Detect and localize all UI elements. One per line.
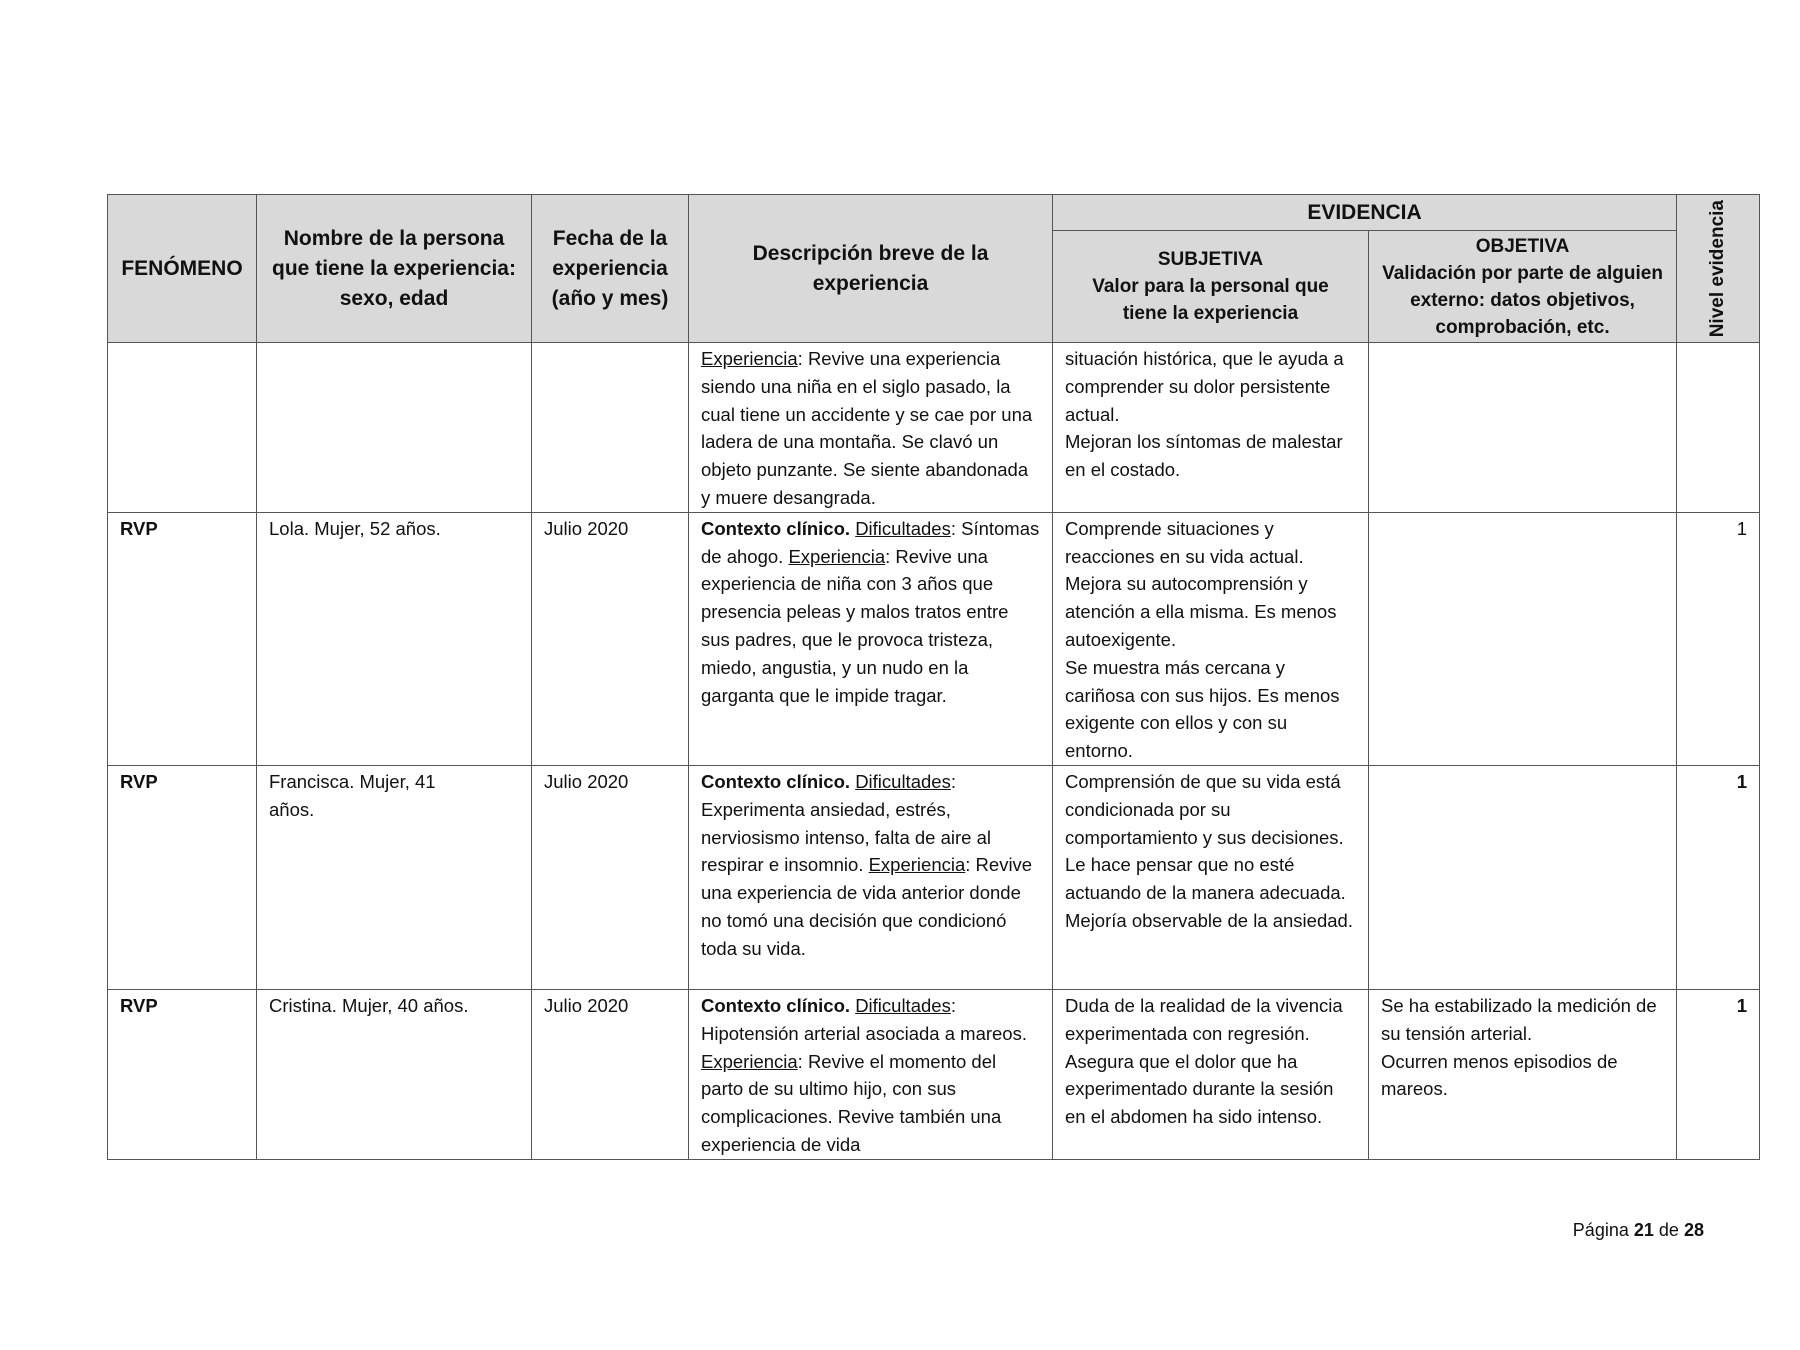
dificultades-text: : Experimenta ansiedad, estrés, nerviosismo intenso, falta de aire al respirar e insomnio.	[701, 770, 991, 876]
subjetiva-line: Se muestra más cercana y cariñosa con sus hijos. Es menos exigente con ellos y con su entorno.	[1065, 656, 1340, 762]
subjetiva-line: Mejoría observable de la ansiedad.	[1065, 909, 1353, 931]
cell-descripcion	[689, 989, 1053, 1159]
cell-fecha: Julio 2020	[532, 512, 689, 765]
subjetiva-line: Mejoran los síntomas de malestar en el costado.	[1065, 431, 1343, 481]
subjetiva-line: Duda de la realidad de la vivencia experimentada con regresión. Asegura que el dolor que ha experimentado durante la sesión en el abdomen ha sido intenso.	[1065, 994, 1343, 1128]
page-of-label: de	[1658, 1220, 1679, 1240]
page-label: Página	[1572, 1220, 1629, 1240]
cell-fenomeno: RVP	[108, 989, 257, 1159]
cell-descripcion	[689, 512, 1053, 765]
cell-subjetiva	[1053, 765, 1369, 989]
experiencia-text: : Revive una experiencia siendo una niña en el siglo pasado, la cual tiene un accidente y se cae por una ladera de una montaña. Se clavó un objeto punzante. Se siente abandonada y muere desangrada.	[701, 348, 1033, 508]
table-row	[108, 343, 1760, 513]
table-row	[108, 512, 1760, 765]
header-evidencia: EVIDENCIA	[1053, 195, 1677, 231]
header-descripcion: Descripción breve de la experiencia	[689, 195, 1053, 343]
cell-nombre: Lola. Mujer, 52 años.	[257, 512, 532, 765]
cell-fecha: Julio 2020	[532, 989, 689, 1159]
header-objetiva-title: OBJETIVA	[1475, 235, 1570, 257]
header-fecha: Fecha de la experiencia (año y mes)	[532, 195, 689, 343]
objetiva-line: Ocurren menos episodios de mareos.	[1381, 1050, 1618, 1100]
cell-fenomeno: RVP	[108, 765, 257, 989]
cell-fenomeno: RVP	[108, 512, 257, 765]
cell-nombre: Francisca. Mujer, 41 años.	[257, 765, 532, 989]
contexto-label: Contexto clínico.	[701, 517, 851, 539]
subjetiva-line: situación histórica, que le ayuda a comprender su dolor persistente actual.	[1065, 348, 1344, 425]
experiencia-label: Experiencia	[868, 854, 966, 876]
cell-nivel: 1	[1677, 512, 1760, 765]
table-row	[108, 989, 1760, 1159]
dificultades-label: Dificultades	[855, 517, 951, 539]
cell-descripcion	[689, 343, 1053, 513]
experiencia-label: Experiencia	[788, 545, 886, 567]
cell-nombre: Cristina. Mujer, 40 años.	[257, 989, 532, 1159]
page-footer	[1400, 1220, 1704, 1241]
experiencia-label: Experiencia	[701, 348, 798, 369]
cell-descripcion	[689, 765, 1053, 989]
page-number: 21	[1633, 1220, 1654, 1240]
cell-fecha	[532, 343, 689, 513]
cell-fecha: Julio 2020	[532, 765, 689, 989]
experiencia-text: : Revive el momento del parto de su ultimo hijo, con sus complicaciones. Revive también una experiencia de vida	[701, 1050, 1002, 1155]
contexto-label: Contexto clínico.	[701, 770, 851, 792]
cell-subjetiva	[1053, 989, 1369, 1159]
dificultades-label: Dificultades	[855, 770, 951, 792]
header-objetiva-desc: Validación por parte de alguien externo: datos objetivos, comprobación, etc.	[1382, 262, 1663, 338]
cell-objetiva	[1369, 343, 1677, 513]
dificultades-text: : Hipotensión arterial asociada a mareos.	[701, 994, 1027, 1044]
header-nivel	[1677, 195, 1760, 343]
cell-fenomeno	[108, 343, 257, 513]
cell-objetiva	[1369, 765, 1677, 989]
subjetiva-line: Mejora su autocomprensión y atención a ella misma. Es menos autoexigente.	[1065, 573, 1337, 650]
cell-subjetiva	[1053, 343, 1369, 513]
header-subjetiva-title: SUBJETIVA	[1157, 249, 1264, 270]
header-objetiva	[1369, 231, 1677, 343]
table-row	[108, 765, 1760, 989]
cell-nivel: 1	[1677, 765, 1760, 989]
cell-objetiva	[1369, 989, 1677, 1159]
cell-subjetiva	[1053, 512, 1369, 765]
evidence-table	[107, 194, 1760, 1160]
subjetiva-line: Comprensión de que su vida está condicionada por su comportamiento y sus decisiones. Le hace pensar que no esté actuando de la manera adecuada.	[1065, 770, 1346, 904]
header-nombre: Nombre de la persona que tiene la experiencia: sexo, edad	[257, 195, 532, 343]
cell-nivel: 1	[1677, 989, 1760, 1159]
header-nivel-label: Nivel evidencia	[1707, 199, 1729, 338]
experiencia-text: : Revive una experiencia de vida anterior donde no tomó una decisión que condicionó toda su vida.	[701, 854, 1033, 959]
header-fenomeno: FENÓMENO	[108, 195, 257, 343]
objetiva-line: Se ha estabilizado la medición de su tensión arterial.	[1381, 994, 1657, 1044]
dificultades-label: Dificultades	[855, 994, 951, 1016]
subjetiva-line: Comprende situaciones y reacciones en su vida actual.	[1065, 517, 1304, 567]
header-subjetiva-desc: Valor para la personal que tiene la experiencia	[1092, 276, 1329, 324]
cell-objetiva	[1369, 512, 1677, 765]
contexto-label: Contexto clínico.	[701, 994, 851, 1016]
cell-nombre	[257, 343, 532, 513]
experiencia-label: Experiencia	[701, 1050, 798, 1072]
dificultades-text: : Síntomas de ahogo.	[701, 517, 1040, 567]
experiencia-text: : Revive una experiencia de niña con 3 años que presencia peleas y malos tratos entre sus padres, que le provoca tristeza, miedo, angustia, y un nudo en la garganta que le impide tragar.	[701, 545, 1009, 706]
header-subjetiva	[1053, 231, 1369, 343]
page-total: 28	[1683, 1220, 1704, 1240]
cell-nivel	[1677, 343, 1760, 513]
